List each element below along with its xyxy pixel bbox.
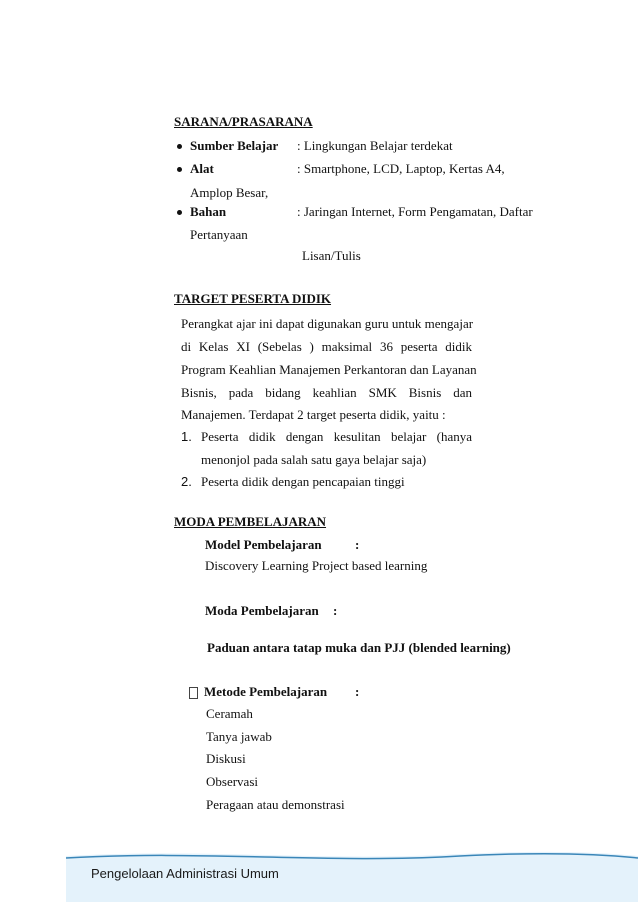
word: Bisnis <box>408 385 442 400</box>
metode-item: Peragaan atau demonstrasi <box>206 797 345 812</box>
list-number: 2. <box>181 474 192 489</box>
moda-pembelajaran-colon: : <box>333 603 338 618</box>
target-list-item-2: Peserta didik dengan pencapaian tinggi <box>201 474 405 489</box>
sumber-belajar-label: Sumber Belajar <box>190 138 279 153</box>
word: peserta <box>400 339 438 354</box>
section-heading-moda: MODA PEMBELAJARAN <box>174 514 327 529</box>
metode-item: Ceramah <box>206 706 253 721</box>
sumber-belajar-value: : Lingkungan Belajar terdekat <box>297 138 453 153</box>
word: Peserta <box>201 429 239 444</box>
bahan-label: Bahan <box>190 204 227 219</box>
word: didik <box>445 339 472 354</box>
word: di <box>181 339 192 354</box>
bullet-icon <box>177 144 182 149</box>
word: belajar <box>390 429 427 444</box>
bahan-value: : Jaringan Internet, Form Pengamatan, Daftar <box>297 204 533 219</box>
target-paragraph-line: Program Keahlian Manajemen Perkantoran dan Layanan <box>181 362 477 377</box>
model-pembelajaran-colon: : <box>355 537 360 552</box>
word: Bisnis, <box>181 385 217 400</box>
target-list-item-1-continued: menonjol pada salah satu gaya belajar saja) <box>201 452 427 467</box>
word: 36 <box>379 339 393 354</box>
word: ) <box>309 339 314 354</box>
word: pada <box>228 385 254 400</box>
list-number: 1. <box>181 429 192 444</box>
bullet-icon <box>177 167 182 172</box>
metode-item: Diskusi <box>206 751 246 766</box>
metode-item: Tanya jawab <box>206 729 272 744</box>
word: (hanya <box>436 429 472 444</box>
alat-label: Alat <box>190 161 214 176</box>
target-paragraph-line: Manajemen. Terdapat 2 target peserta didik, yaitu : <box>181 407 446 422</box>
word: kesulitan <box>333 429 381 444</box>
target-paragraph-line: Perangkat ajar ini dapat digunakan guru untuk mengajar <box>181 316 474 331</box>
word: (Sebelas <box>257 339 302 354</box>
footer-label: Pengelolaan Administrasi Umum <box>91 866 279 881</box>
moda-pembelajaran-value: Paduan antara tatap muka dan PJJ (blended learning) <box>207 640 511 655</box>
bahan-value-continued-2: Lisan/Tulis <box>302 248 361 263</box>
checkbox-glyph-icon <box>189 687 198 699</box>
metode-pembelajaran-label: Metode Pembelajaran <box>204 684 328 699</box>
word: keahlian <box>312 385 357 400</box>
bahan-value-continued: Pertanyaan <box>190 227 248 242</box>
alat-value-continued: Amplop Besar, <box>190 185 269 200</box>
metode-item: Observasi <box>206 774 258 789</box>
metode-pembelajaran-colon: : <box>355 684 360 699</box>
bullet-icon <box>177 210 182 215</box>
section-heading-target: TARGET PESERTA DIDIK <box>174 291 332 306</box>
model-pembelajaran-value: Discovery Learning Project based learning <box>205 558 428 573</box>
word: SMK <box>368 385 397 400</box>
word: XI <box>236 339 250 354</box>
alat-value: : Smartphone, LCD, Laptop, Kertas A4, <box>297 161 505 176</box>
word: dan <box>453 385 472 400</box>
moda-pembelajaran-label: Moda Pembelajaran <box>205 603 319 618</box>
word: dengan <box>285 429 324 444</box>
section-heading-sarana: SARANA/PRASARANA <box>174 114 313 129</box>
word: bidang <box>265 385 301 400</box>
model-pembelajaran-label: Model Pembelajaran <box>205 537 322 552</box>
word: Kelas <box>198 339 229 354</box>
word: didik <box>248 429 276 444</box>
word: maksimal <box>321 339 373 354</box>
